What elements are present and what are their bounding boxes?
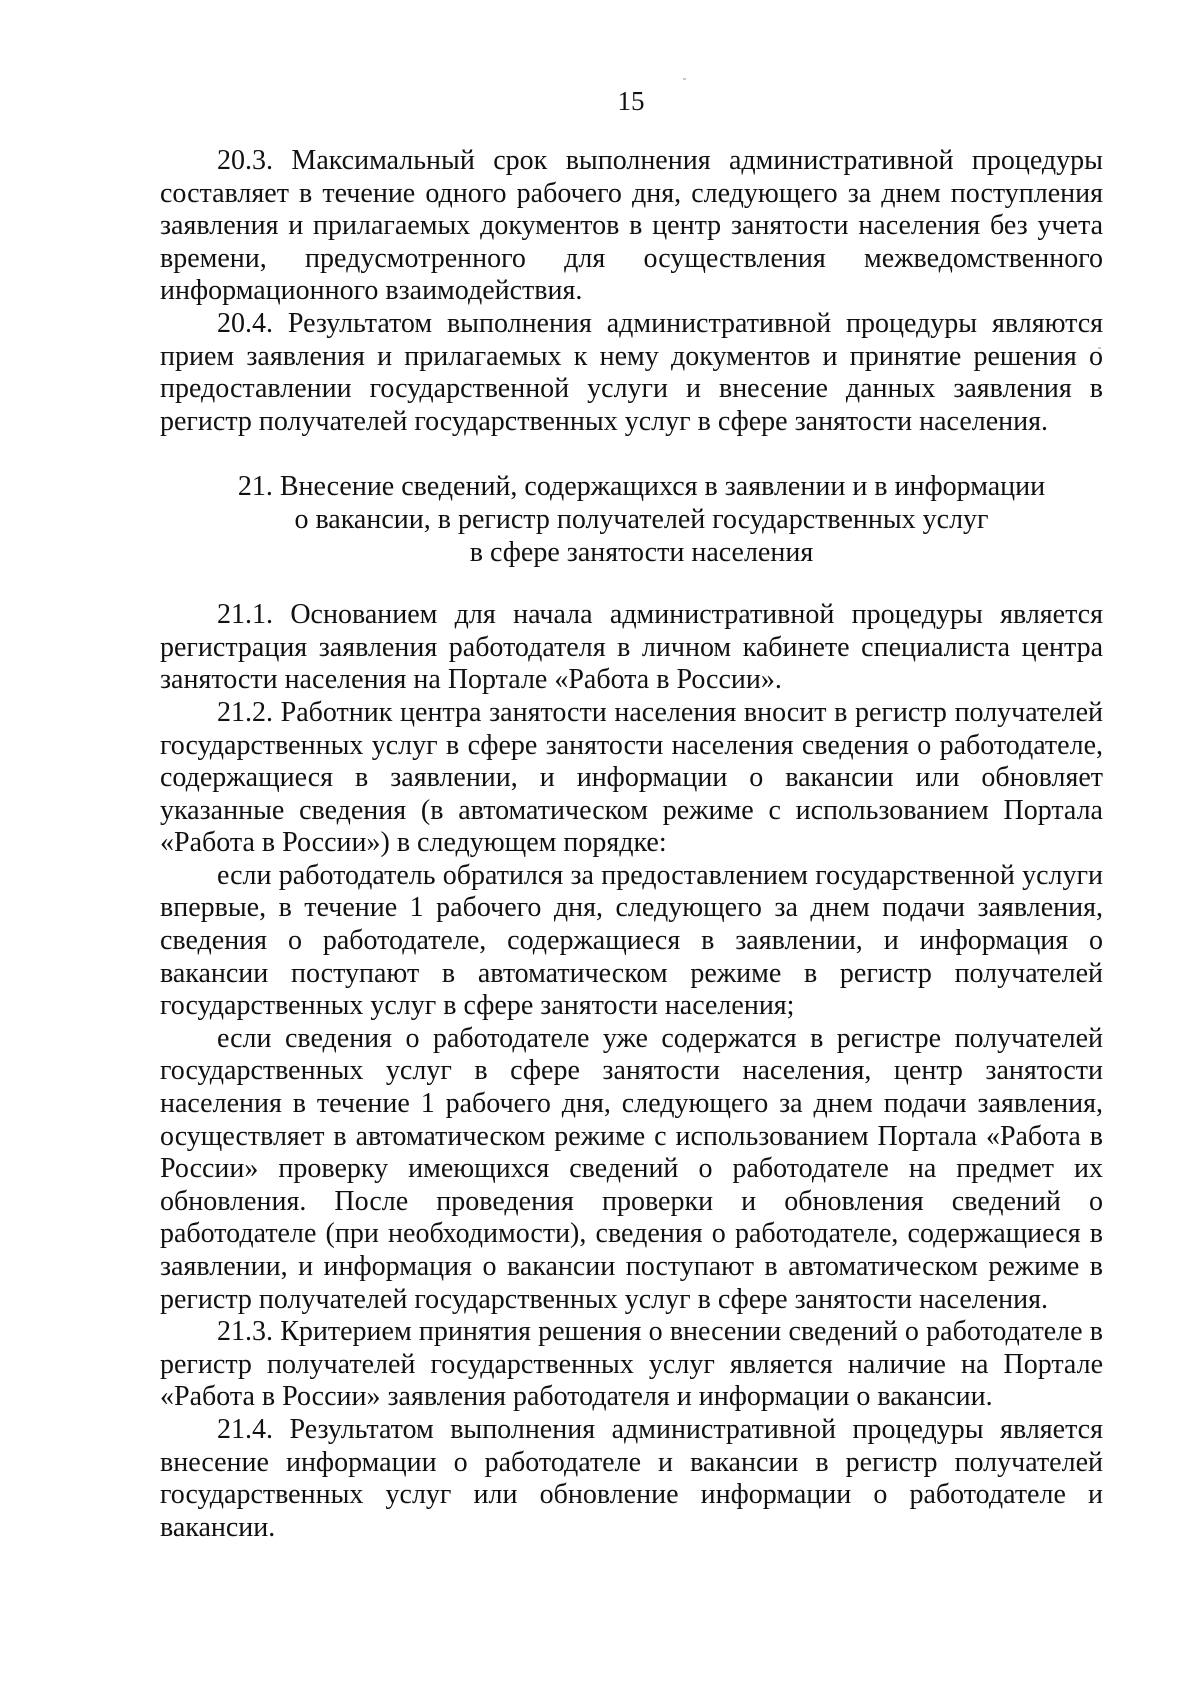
paragraph-21-1: 21.1. Основанием для начала административной процедуры является регистрация заявления работодателя в личном кабинете специалиста центра занятости населения на Портале «Работа в России». bbox=[160, 599, 1103, 696]
page-number: 15 bbox=[617, 86, 645, 116]
heading-line: о вакансии, в регистр получателей государственных услуг bbox=[294, 503, 989, 535]
heading-line: 21. Внесение сведений, содержащихся в заявлении и в информации bbox=[237, 471, 1046, 503]
scan-speck bbox=[683, 78, 686, 80]
paragraph-first-time-case: если работодатель обратился за предоставлением государственной услуги впервые, в течение 1 рабочего дня, следующего за днем подачи заявления, сведения о работодателе, содержащиеся в заявлении, и информация о вакансии поступают в автоматическом режиме в регистр получателей государственных услуг в сфере занятости населения; bbox=[160, 859, 1103, 1022]
document-body bbox=[160, 145, 1103, 1544]
paragraph-21-4: 21.4. Результатом выполнения административной процедуры является внесение информации о работодателе и вакансии в регистр получателей государственных услуг или обновление информации о работодателе и вакансии. bbox=[160, 1413, 1103, 1543]
section-heading-21 bbox=[160, 471, 1103, 569]
paragraph-existing-case: если сведения о работодателе уже содержатся в регистре получателей государственных услуг в сфере занятости населения, центр занятости населения в течение 1 рабочего дня, следующего за днем подачи заявления, осуществляет в автоматическом режиме с использованием Портала «Работа в России» проверку имеющихся сведений о работодателе на предмет их обновления. После проведения проверки и обновления сведений о работодателе (при необходимости), сведения о работодателе, содержащиеся в заявлении, и информация о вакансии поступают в автоматическом режиме в регистр получателей государственных услуг в сфере занятости населения. bbox=[160, 1022, 1103, 1315]
paragraph-20-3: 20.3. Максимальный срок выполнения административной процедуры составляет в течение одного рабочего дня, следующего за днем поступления заявления и прилагаемых документов в центр занятости населения без учета времени, предусмотренного для осуществления межведомственного информационного взаимодействия. bbox=[160, 145, 1103, 307]
paragraph-20-4: 20.4. Результатом выполнения административной процедуры являются прием заявления и прилагаемых к нему документов и принятие решения о предоставлении государственной услуги и внесение данных заявления в регистр получателей государственных услуг в сфере занятости населения. bbox=[160, 307, 1103, 437]
paragraph-21-2: 21.2. Работник центра занятости населения вносит в регистр получателей государственных услуг в сфере занятости населения сведения о работодателе, содержащиеся в заявлении, и информации о вакансии или обновляет указанные сведения (в автоматическом режиме с использованием Портала «Работа в России») в следующем порядке: bbox=[160, 696, 1103, 859]
heading-line: в сфере занятости населения bbox=[469, 536, 814, 568]
paragraph-21-3: 21.3. Критерием принятия решения о внесении сведений о работодателе в регистр получателей государственных услуг является наличие на Портале «Работа в России» заявления работодателя и информации о вакансии. bbox=[160, 1316, 1103, 1413]
